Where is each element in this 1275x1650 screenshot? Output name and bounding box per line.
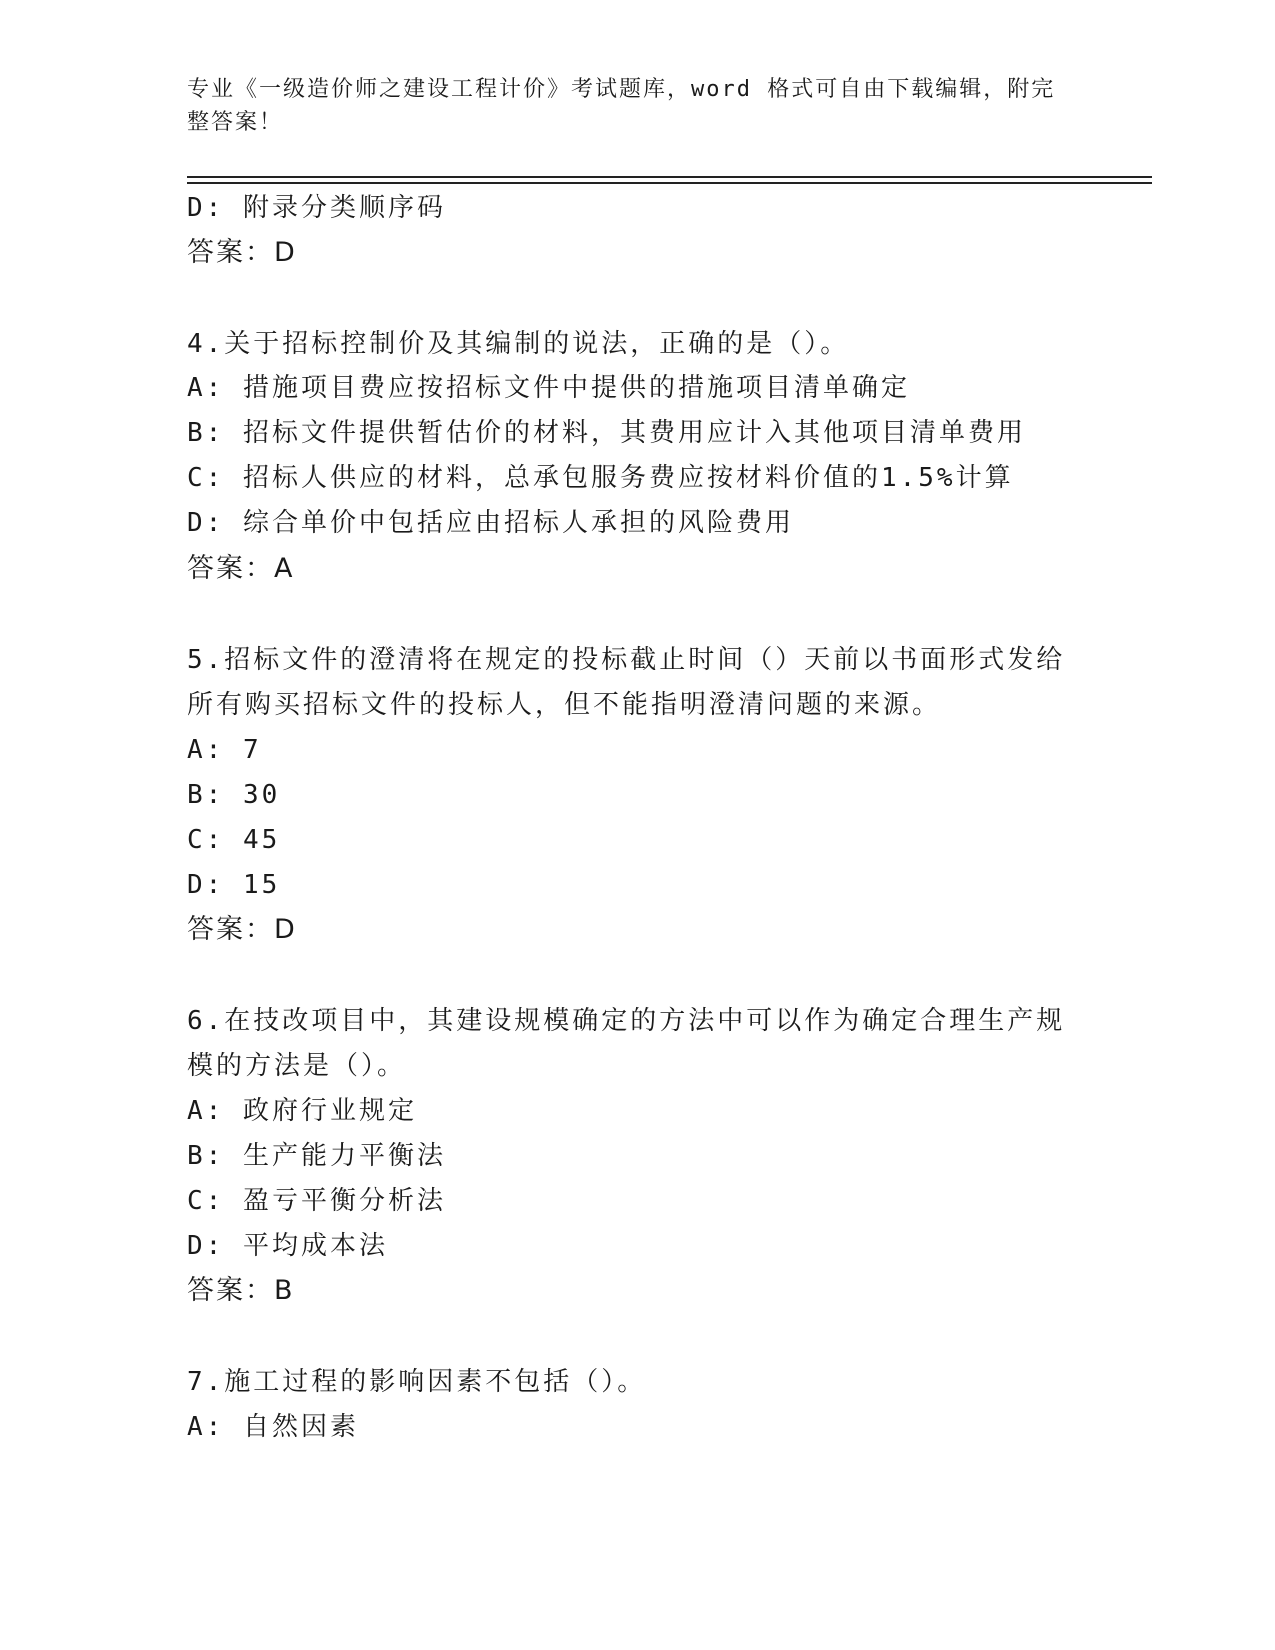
- q4-option-c: C: 招标人供应的材料，总承包服务费应按材料价值的1.5%计算: [187, 463, 1014, 493]
- q5-option-c: C: 45: [187, 825, 281, 855]
- q5-stem-line-1: 5.招标文件的澄清将在规定的投标截止时间（）天前以书面形式发给: [187, 645, 1066, 675]
- q7-stem: 7.施工过程的影响因素不包括（）。: [187, 1367, 647, 1397]
- q5-option-d: D: 15: [187, 870, 281, 900]
- q6-option-a: A: 政府行业规定: [187, 1096, 417, 1126]
- q6-stem-line-2: 模的方法是（）。: [187, 1051, 407, 1081]
- q6-option-d: D: 平均成本法: [187, 1231, 388, 1261]
- q4-answer: 答案：A: [187, 553, 295, 584]
- q3-option-d: D: 附录分类顺序码: [187, 193, 446, 223]
- q6-option-b: B: 生产能力平衡法: [187, 1141, 446, 1171]
- q5-answer: 答案：D: [187, 914, 297, 945]
- q5-stem-line-2: 所有购买招标文件的投标人，但不能指明澄清问题的来源。: [187, 690, 942, 720]
- q4-option-b: B: 招标文件提供暂估价的材料，其费用应计入其他项目清单费用: [187, 418, 1026, 448]
- q6-option-c: C: 盈亏平衡分析法: [187, 1186, 446, 1216]
- q4-option-a: A: 措施项目费应按招标文件中提供的措施项目清单确定: [187, 373, 910, 403]
- q4-stem: 4.关于招标控制价及其编制的说法，正确的是（）。: [187, 329, 850, 359]
- q4-option-d: D: 综合单价中包括应由招标人承担的风险费用: [187, 508, 794, 538]
- q6-answer: 答案：B: [187, 1275, 295, 1306]
- header-divider-top: [187, 176, 1152, 178]
- q3-answer: 答案：D: [187, 237, 297, 268]
- document-header: [187, 73, 1067, 139]
- q6-stem-line-1: 6.在技改项目中，其建设规模确定的方法中可以作为确定合理生产规: [187, 1006, 1066, 1036]
- q7-option-a: A: 自然因素: [187, 1412, 359, 1442]
- q5-option-b: B: 30: [187, 780, 281, 810]
- header-line-1: 专业《一级造价师之建设工程计价》考试题库，word 格式可自由下载编辑，附完: [187, 77, 1056, 102]
- q5-option-a: A: 7: [187, 735, 262, 765]
- header-divider-bottom: [187, 182, 1152, 184]
- header-line-2: 整答案！: [187, 110, 284, 135]
